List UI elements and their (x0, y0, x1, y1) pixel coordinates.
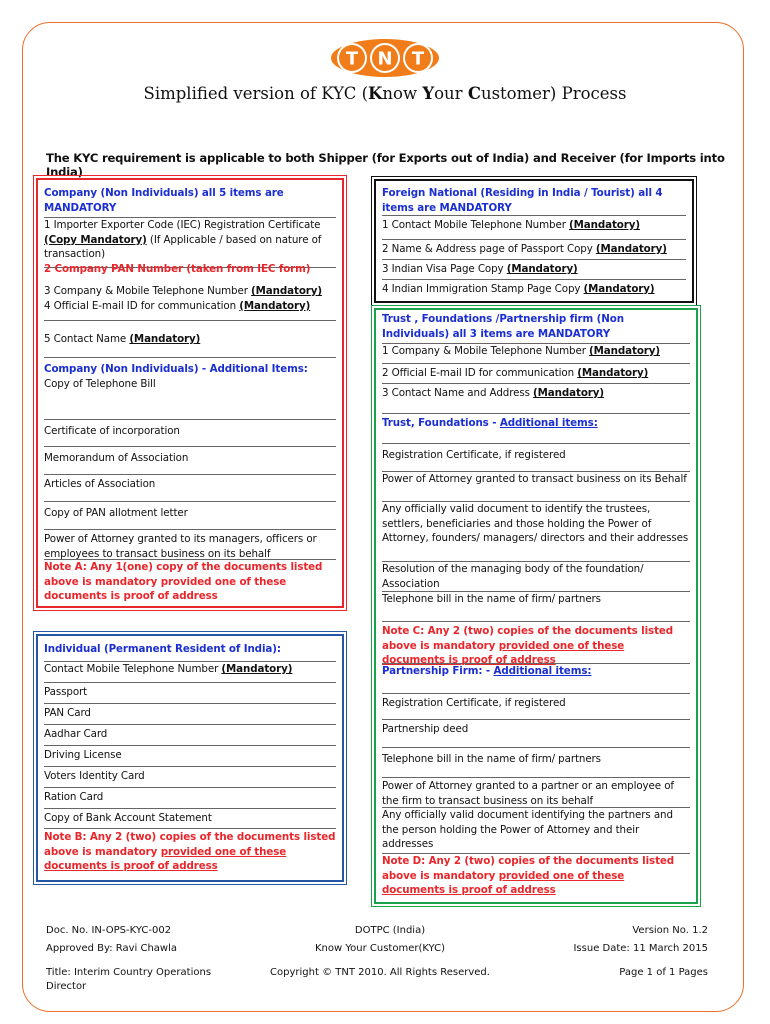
partnership-item: Registration Certificate, if registered (382, 694, 690, 720)
trust-item-2: 2 Official E-mail ID for communication (Mandatory) (382, 364, 690, 384)
footer-title-line-1: Title: Interim Country Operations (46, 967, 212, 978)
partnership-item: Telephone bill in the name of firm/ partners (382, 748, 690, 778)
partnership-note-d: Note D: Any 2 (two) copies of the documents listed above is mandatory provided one of these documents is proof of address (382, 855, 675, 897)
footer-version: Version No. 1.2 (632, 925, 708, 936)
partnership-header: Partnership Firm: - Additional items: (382, 664, 690, 694)
individual-item: Passport (44, 683, 336, 704)
footer-center-2: Know Your Customer(KYC) (314, 943, 446, 954)
company-note-a: Note A: Any 1(one) copy of the documents listed above is mandatory provided one of these documents is proof of address (44, 561, 323, 603)
individual-note-b: Note B: Any 2 (two) copies of the documents listed above is mandatory provided one of these documents is proof of address (44, 831, 336, 873)
partnership-item: Any officially valid document identifying the partners and the person holding the Power of Attorney and their addresses (382, 808, 690, 854)
logo-letter-t1: T (345, 48, 359, 70)
trust-additional-header: Trust, Foundations - Additional items: (382, 414, 690, 444)
trust-header: Trust , Foundations /Partnership firm (Non Individuals) all 3 items are MANDATORY (382, 312, 690, 344)
individual-box (36, 634, 344, 882)
trust-additional-item: Power of Attorney granted to transact business on its Behalf (382, 472, 690, 502)
company-additional-item: Power of Attorney granted to its managers, officers or employees to transact business on its behalf (44, 530, 336, 560)
individual-item: Driving License (44, 746, 336, 767)
footer-issue-date: Issue Date: 11 March 2015 (573, 943, 708, 954)
logo-letter-t2: T (411, 48, 425, 70)
partnership-item: Partnership deed (382, 720, 690, 748)
company-item-1: 1 Importer Exporter Code (IEC) Registration Certificate (Copy Mandatory) (If Applicable / based on nature of transaction) 2 Company PAN Number (taken from IEC form) (44, 218, 336, 268)
trust-partnership-box (374, 308, 698, 904)
footer-copyright: Copyright © TNT 2010. All Rights Reserved. (270, 967, 490, 978)
individual-item: Copy of Bank Account Statement (44, 809, 336, 829)
partnership-item: Power of Attorney granted to a partner or an employee of the firm to transact business on its behalf (382, 778, 690, 808)
page-title: Simplified version of KYC (Know Your Customer) Process (143, 84, 627, 103)
company-header: Company (Non Individuals) all 5 items are MANDATORY (44, 186, 336, 218)
individual-item: PAN Card (44, 704, 336, 725)
foreign-national-box (374, 179, 694, 303)
footer-center-1: DOTPC (India) (354, 925, 426, 936)
individual-item-mobile: Contact Mobile Telephone Number (Mandatory) (44, 662, 336, 683)
company-additional: Company (Non Individuals) - Additional Items: Copy of Telephone Bill (44, 362, 336, 420)
individual-item: Aadhar Card (44, 725, 336, 746)
company-additional-item: Copy of PAN allotment letter (44, 502, 336, 530)
trust-additional-item: Telephone bill in the name of firm/ partners (382, 592, 690, 622)
individual-item: Ration Card (44, 788, 336, 809)
trust-additional-item: Resolution of the managing body of the foundation/ Association (382, 562, 690, 592)
footer-title-line-2: Director (46, 981, 87, 992)
trust-additional-item: Any officially valid document to identify the trustees, settlers, beneficiaries and those holding the Power of Attorney, founders/ managers/ directors and their addresses (382, 502, 690, 562)
foreign-item-3: 3 Indian Visa Page Copy (Mandatory) (382, 260, 686, 280)
trust-item-3: 3 Contact Name and Address (Mandatory) (382, 384, 690, 414)
trust-note-c: Note C: Any 2 (two) copies of the documents listed above is mandatory provided one of these documents is proof of address (382, 622, 690, 664)
foreign-item-2: 2 Name & Address page of Passport Copy (Mandatory) (382, 240, 686, 260)
individual-item: Voters Identity Card (44, 767, 336, 788)
company-additional-item: Memorandum of Association (44, 447, 336, 475)
company-additional-item: Articles of Association (44, 475, 336, 502)
company-requirements-box (36, 178, 344, 608)
footer-doc-no: Doc. No. IN-OPS-KYC-002 (46, 925, 172, 936)
logo-letter-n: N (377, 48, 393, 70)
foreign-item-1: 1 Contact Mobile Telephone Number (Mandatory) (382, 216, 686, 240)
page-subtitle: The KYC requirement is applicable to both Shipper (for Exports out of India) and Receiver (for Imports into India) (46, 151, 725, 179)
foreign-header: Foreign National (Residing in India / Tourist) all 4 items are MANDATORY (382, 186, 686, 216)
trust-additional-item: Registration Certificate, if registered (382, 444, 690, 472)
individual-header: Individual (Permanent Resident of India): (44, 642, 336, 662)
foreign-item-4: 4 Indian Immigration Stamp Page Copy (Mandatory) (382, 283, 655, 295)
footer-approved-by: Approved By: Ravi Chawla (46, 943, 178, 954)
company-item-3: 3 Company & Mobile Telephone Number (Mandatory) 4 Official E-mail ID for communication (Mandatory) (44, 284, 336, 321)
trust-item-1: 1 Company & Mobile Telephone Number (Mandatory) (382, 344, 690, 364)
footer-pages: Page 1 of 1 Pages (619, 967, 708, 978)
company-additional-item: Certificate of incorporation (44, 420, 336, 447)
tnt-logo (330, 38, 440, 78)
company-item-5: 5 Contact Name (Mandatory) (44, 332, 336, 358)
